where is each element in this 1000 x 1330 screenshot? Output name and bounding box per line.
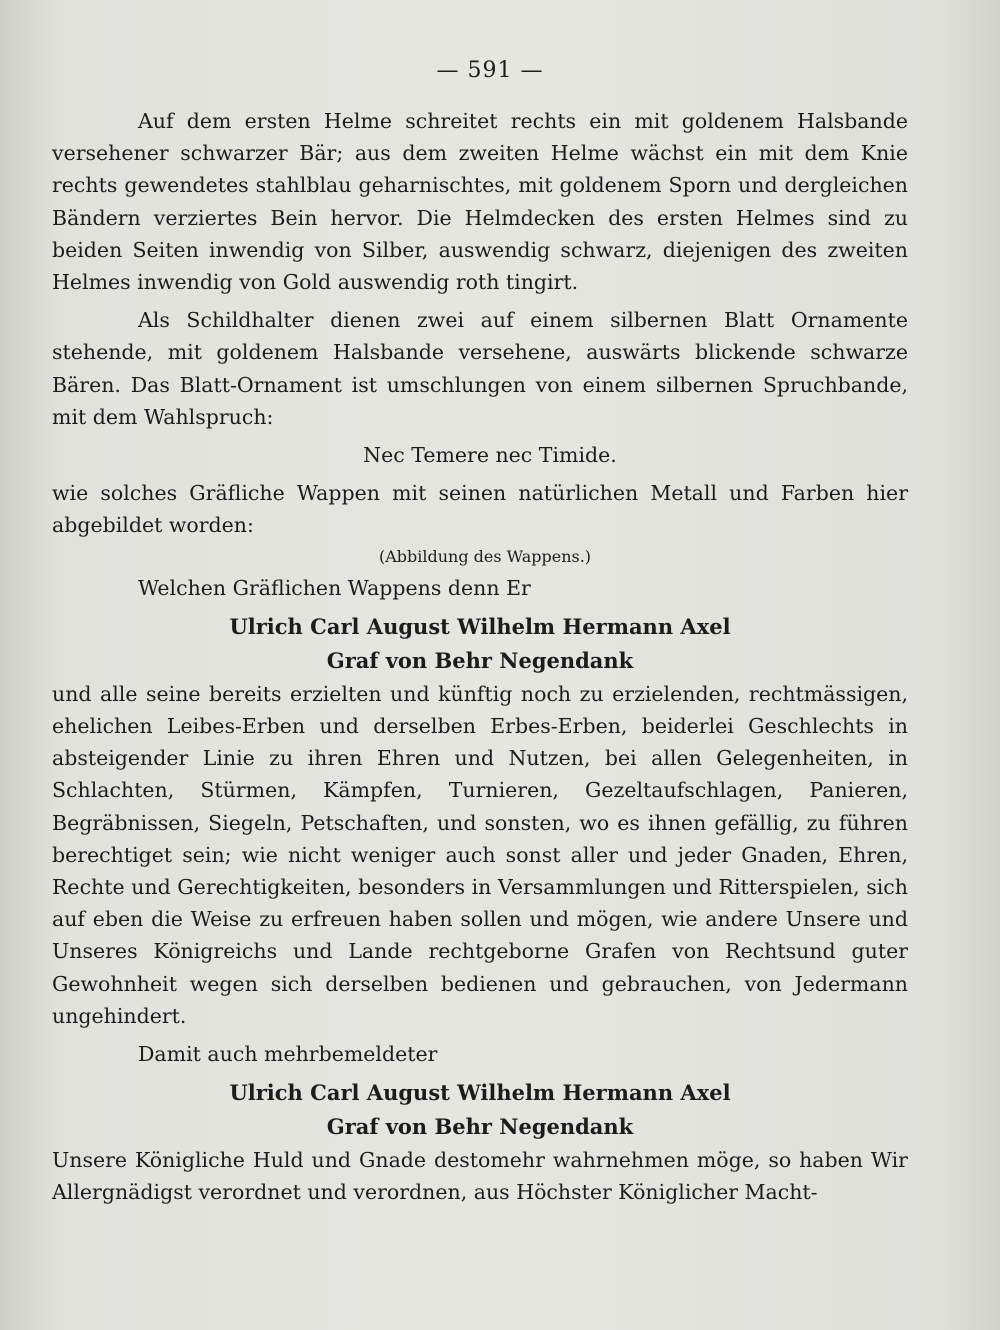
paragraph-arms-depicted: wie solches Gräfliche Wappen mit seinen natürlichen Metall und Farben hier abgebildet worden: bbox=[52, 481, 908, 538]
paragraph-aforementioned: Damit auch mehrbemeldeter bbox=[138, 1042, 438, 1067]
paragraph-helmets: Auf dem ersten Helme schreitet rechts ein mit goldenem Halsbande versehener schwarzer Bär; aus dem zweiten Helme wächst ein mit dem Knie rechts gewendetes stahlblau geharnischtes, mit goldenem Sporn und dergleichen Bändern verziertes Bein hervor. Die Helmdecken des ersten Helmes sind zu beiden Seiten inwendig von Silber, auswendig schwarz, diejenigen des zweiten Helmes inwendig von Gold auswendig roth tingirt. bbox=[52, 109, 908, 295]
title-line-1: Graf von Behr Negendank bbox=[326, 647, 634, 673]
page-number: — 591 — bbox=[436, 58, 544, 83]
paragraph-which-arms: Welchen Gräflichen Wappens denn Er bbox=[138, 575, 531, 600]
paragraph-royal-grace: Unsere Königliche Huld und Gnade destomehr wahrnehmen möge, so haben Wir Allergnädigst verordnet und verordnen, aus Höchster Königlicher Macht- bbox=[52, 1148, 908, 1205]
paragraph-shield-holders: Als Schildhalter dienen zwei auf einem silbernen Blatt Ornamente stehende, mit goldenem Halsbande versehene, auswärts blickende schwarze Bären. Das Blatt-Ornament ist umschlungen von einem silbernen Spruchbande, mit dem Wahlspruch: bbox=[52, 308, 908, 429]
motto: Nec Temere nec Timide. bbox=[363, 443, 617, 468]
name-line-2: Ulrich Carl August Wilhelm Hermann Axel bbox=[229, 1080, 731, 1106]
name-line-1: Ulrich Carl August Wilhelm Hermann Axel bbox=[229, 613, 731, 639]
paragraph-heirs: und alle seine bereits erzielten und künftig noch zu erzielenden, rechtmässigen, ehelichen Leibes-Erben und derselben Erbes-Erben, beiderlei Geschlechts in absteigender Linie zu ihren Ehren und Nutzen, bei allen Gelegenheiten, in Schlachten, Stürmen, Kämpfen, Turnieren, Gezeltaufschlagen, Panieren, Begräbnissen, Siegeln, Petschaften, und sonsten, wo es ihnen gefällig, zu führen berechtiget sein; wie nicht weniger auch sonst aller und jeder Gnaden, Ehren, Rechte und Gerechtigkeiten, besonders in Versammlungen und Ritterspielen, sich auf eben die Weise zu erfreuen haben sollen und mögen, wie andere Unsere und Unseres Königreichs und Lande rechtgeborne Grafen von Rechtsund guter Gewohnheit wegen sich derselben bedienen und gebrauchen, von Jedermann ungehindert. bbox=[52, 681, 908, 1028]
figure-caption: (Abbildung des Wappens.) bbox=[378, 546, 592, 566]
title-line-2: Graf von Behr Negendank bbox=[326, 1114, 634, 1140]
